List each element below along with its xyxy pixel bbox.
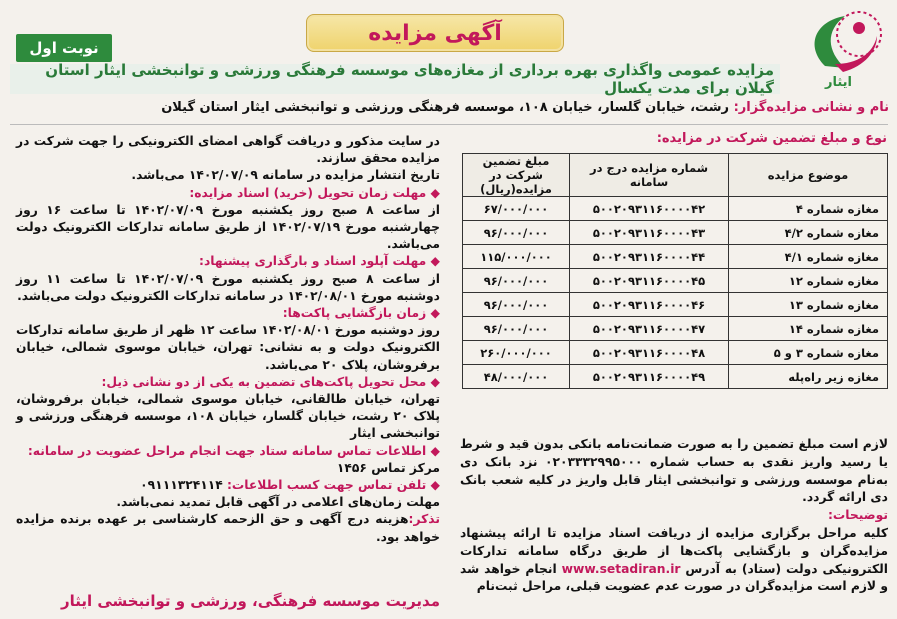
divider <box>10 124 888 125</box>
table-row <box>463 317 888 341</box>
organizer-label: نام و نشانی مزایده‌گزار: <box>733 100 889 115</box>
cell-subject: مغازه شماره ۴ <box>729 197 888 221</box>
explanations-title: توضیحات: <box>828 508 888 523</box>
explanations-text: کلیه مراحل برگزاری مزایده از دریافت اسناد مزایده تا ارائه پیشنهاد مزایده‌گران و بازگشایی پاکت‌ها از طریق درگاه سامانه تدارکات الکترونیکی دولت (ستاد) به آدرس <box>460 525 888 576</box>
isar-logo-icon <box>785 6 889 92</box>
title-box <box>306 14 564 52</box>
cell-subject: مغازه شماره ۱۳ <box>729 293 888 317</box>
cell-guarantee: ۹۶/۰۰۰/۰۰۰ <box>463 221 570 245</box>
upload-title: مهلت آپلود اسناد و بارگذاری پیشنهاد: <box>199 254 427 269</box>
cell-number: ۵۰۰۲۰۹۳۱۱۶۰۰۰۰۴۴ <box>570 245 729 269</box>
table-row <box>463 245 888 269</box>
table-section-title: نوع و مبلغ تضمین شرکت در مزایده: <box>656 131 887 146</box>
deadline-note: مهلت زمان‌های اعلامی در آگهی قابل تمدید نمی‌باشد. <box>116 495 440 510</box>
cell-subject: مغازه شماره ۴/۱ <box>729 245 888 269</box>
cell-subject: مغازه زیر راه‌پله <box>729 365 888 389</box>
cell-number: ۵۰۰۲۰۹۳۱۱۶۰۰۰۰۴۷ <box>570 317 729 341</box>
phone-title: تلفن تماس جهت کسب اطلاعات: <box>227 478 427 493</box>
organizer-value: رشت، خیابان گلسار، خیابان ۱۰۸، موسسه فرهنگی ورزشی و توانبخشی ایثار استان گیلان <box>161 100 730 115</box>
publish-date: تاریخ انتشار مزایده در سامانه ۱۴۰۲/۰۷/۰۹ می‌باشد. <box>131 168 440 183</box>
header-subject: موضوع مزایده <box>729 154 888 197</box>
cell-guarantee: ۴۸/۰۰۰/۰۰۰ <box>463 365 570 389</box>
note-text: هزینه درج آگهی و حق الزحمه کارشناسی بر عهده برنده مزایده خواهد بود. <box>16 512 440 544</box>
table-row <box>463 365 888 389</box>
table-row <box>463 221 888 245</box>
explanations-text-2: انجام خواهد شد و لازم است مزایده‌گران در صورت عدم عضویت قبلی، مراحل ثبت‌نام <box>460 561 888 594</box>
table-row <box>463 197 888 221</box>
organizer-line <box>9 100 889 115</box>
contact-text: مرکز تماس ۱۴۵۶ <box>336 460 440 475</box>
round-tag-label: نوبت اول <box>29 39 99 57</box>
diamond-icon: ◆ <box>430 478 440 493</box>
cell-guarantee: ۲۶۰/۰۰۰/۰۰۰ <box>463 341 570 365</box>
bottom-right-block <box>460 436 888 596</box>
intro-text: در سایت مذکور و دریافت گواهی امضای الکترونیکی را جهت شرکت در مزایده محقق سازند. <box>16 134 440 166</box>
logo-text: ایثار <box>825 75 853 90</box>
header-guarantee: مبلغ تضمین شرکت در مزایده(ریال) <box>463 154 570 197</box>
diamond-icon: ◆ <box>430 254 440 269</box>
ad-title: آگهی مزایده <box>368 20 502 46</box>
cell-guarantee: ۱۱۵/۰۰۰/۰۰۰ <box>463 245 570 269</box>
diamond-icon: ◆ <box>430 374 440 389</box>
doc-purchase-text: از ساعت ۸ صبح روز یکشنبه مورخ ۱۴۰۲/۰۷/۰۹ تا ساعت ۱۶ روز چهارشنبه مورخ ۱۴۰۲/۰۷/۱۹ از طریق سامانه تدارکات الکترونیک دولت می‌باشد. <box>16 202 440 252</box>
cell-number: ۵۰۰۲۰۹۳۱۱۶۰۰۰۰۴۸ <box>570 341 729 365</box>
cell-guarantee: ۹۶/۰۰۰/۰۰۰ <box>463 317 570 341</box>
top-band <box>8 8 743 58</box>
website-link[interactable]: www.setadiran.ir <box>561 561 681 576</box>
cell-number: ۵۰۰۲۰۹۳۱۱۶۰۰۰۰۴۶ <box>570 293 729 317</box>
guarantee-text: لازم است مبلغ تضمین را به صورت ضمانت‌نامه بانکی بدون قید و شرط یا رسید واریز نقدی به حساب شماره ۰۲۰۳۳۳۲۹۹۵۰۰۰ نزد بانک دی به‌نام موسسه ورزشی و توانبخشی ایثار قابل واریز در کلیه شعب بانک دی ارائه گردد. <box>460 437 888 505</box>
cell-number: ۵۰۰۲۰۹۳۱۱۶۰۰۰۰۴۹ <box>570 365 729 389</box>
headline-bar <box>10 61 780 97</box>
delivery-title: محل تحویل پاکت‌های تضمین به یکی از دو نشانی ذیل: <box>101 374 427 389</box>
auction-table <box>462 153 888 389</box>
headline-text: مزایده عمومی واگذاری بهره برداری از مغازه‌های موسسه فرهنگی ورزشی و توانبخشی ایثار استان گیلان برای مدت یکسال <box>45 61 774 97</box>
diamond-icon: ◆ <box>430 306 440 321</box>
left-column <box>16 133 440 546</box>
table-header-row <box>463 154 888 197</box>
diamond-icon: ◆ <box>430 185 440 200</box>
cell-subject: مغازه شماره ۳ و ۵ <box>729 341 888 365</box>
table-row <box>463 269 888 293</box>
doc-purchase-title: مهلت زمان تحویل (خرید) اسناد مزایده: <box>189 185 427 200</box>
delivery-text: تهران، خیابان طالقانی، خیابان موسوی شمالی، خیابان برفروشان، پلاک ۲۰ رشت، خیابان گلسار، خیابان ۱۰۸، موسسه فرهنگی ورزشی و توانبخشی ایثار <box>16 392 440 441</box>
upload-text: از ساعت ۸ صبح روز یکشنبه مورخ ۱۴۰۲/۰۷/۰۹ تا ساعت ۱۱ روز دوشنبه مورخ ۱۴۰۲/۰۸/۰۱ در سامانه تدارکات الکترونیک دولت می‌باشد. <box>16 271 440 303</box>
cell-number: ۵۰۰۲۰۹۳۱۱۶۰۰۰۰۴۲ <box>570 197 729 221</box>
cell-number: ۵۰۰۲۰۹۳۱۱۶۰۰۰۰۴۳ <box>570 221 729 245</box>
cell-number: ۵۰۰۲۰۹۳۱۱۶۰۰۰۰۴۵ <box>570 269 729 293</box>
round-tag <box>16 34 112 62</box>
note-title: تذکر: <box>408 512 440 527</box>
phone-number: ۰۹۱۱۱۳۲۴۱۱۴ <box>140 478 223 493</box>
table-row <box>463 293 888 317</box>
cell-subject: مغازه شماره ۴/۲ <box>729 221 888 245</box>
diamond-icon: ◆ <box>430 443 440 458</box>
cell-guarantee: ۹۶/۰۰۰/۰۰۰ <box>463 269 570 293</box>
opening-text: روز دوشنبه مورخ ۱۴۰۲/۰۸/۰۱ ساعت ۱۲ ظهر از طریق سامانه تدارکات الکترونیک دولت و به نشانی: تهران، خیابان موسوی شمالی، خیابان برفروشان، پلاک ۲۰ می‌باشد. <box>16 323 440 372</box>
cell-subject: مغازه شماره ۱۲ <box>729 269 888 293</box>
contact-title: اطلاعات تماس سامانه ستاد جهت انجام مراحل عضویت در سامانه: <box>27 443 427 458</box>
opening-title: زمان بازگشایی پاکت‌ها: <box>282 306 427 321</box>
cell-guarantee: ۶۷/۰۰۰/۰۰۰ <box>463 197 570 221</box>
header-number: شماره مزایده درج در سامانه <box>570 154 729 197</box>
table-row <box>463 341 888 365</box>
footer-signature: مدیریت موسسه فرهنگی، ورزشی و توانبخشی ایثار <box>60 592 440 610</box>
cell-guarantee: ۹۶/۰۰۰/۰۰۰ <box>463 293 570 317</box>
cell-subject: مغازه شماره ۱۴ <box>729 317 888 341</box>
